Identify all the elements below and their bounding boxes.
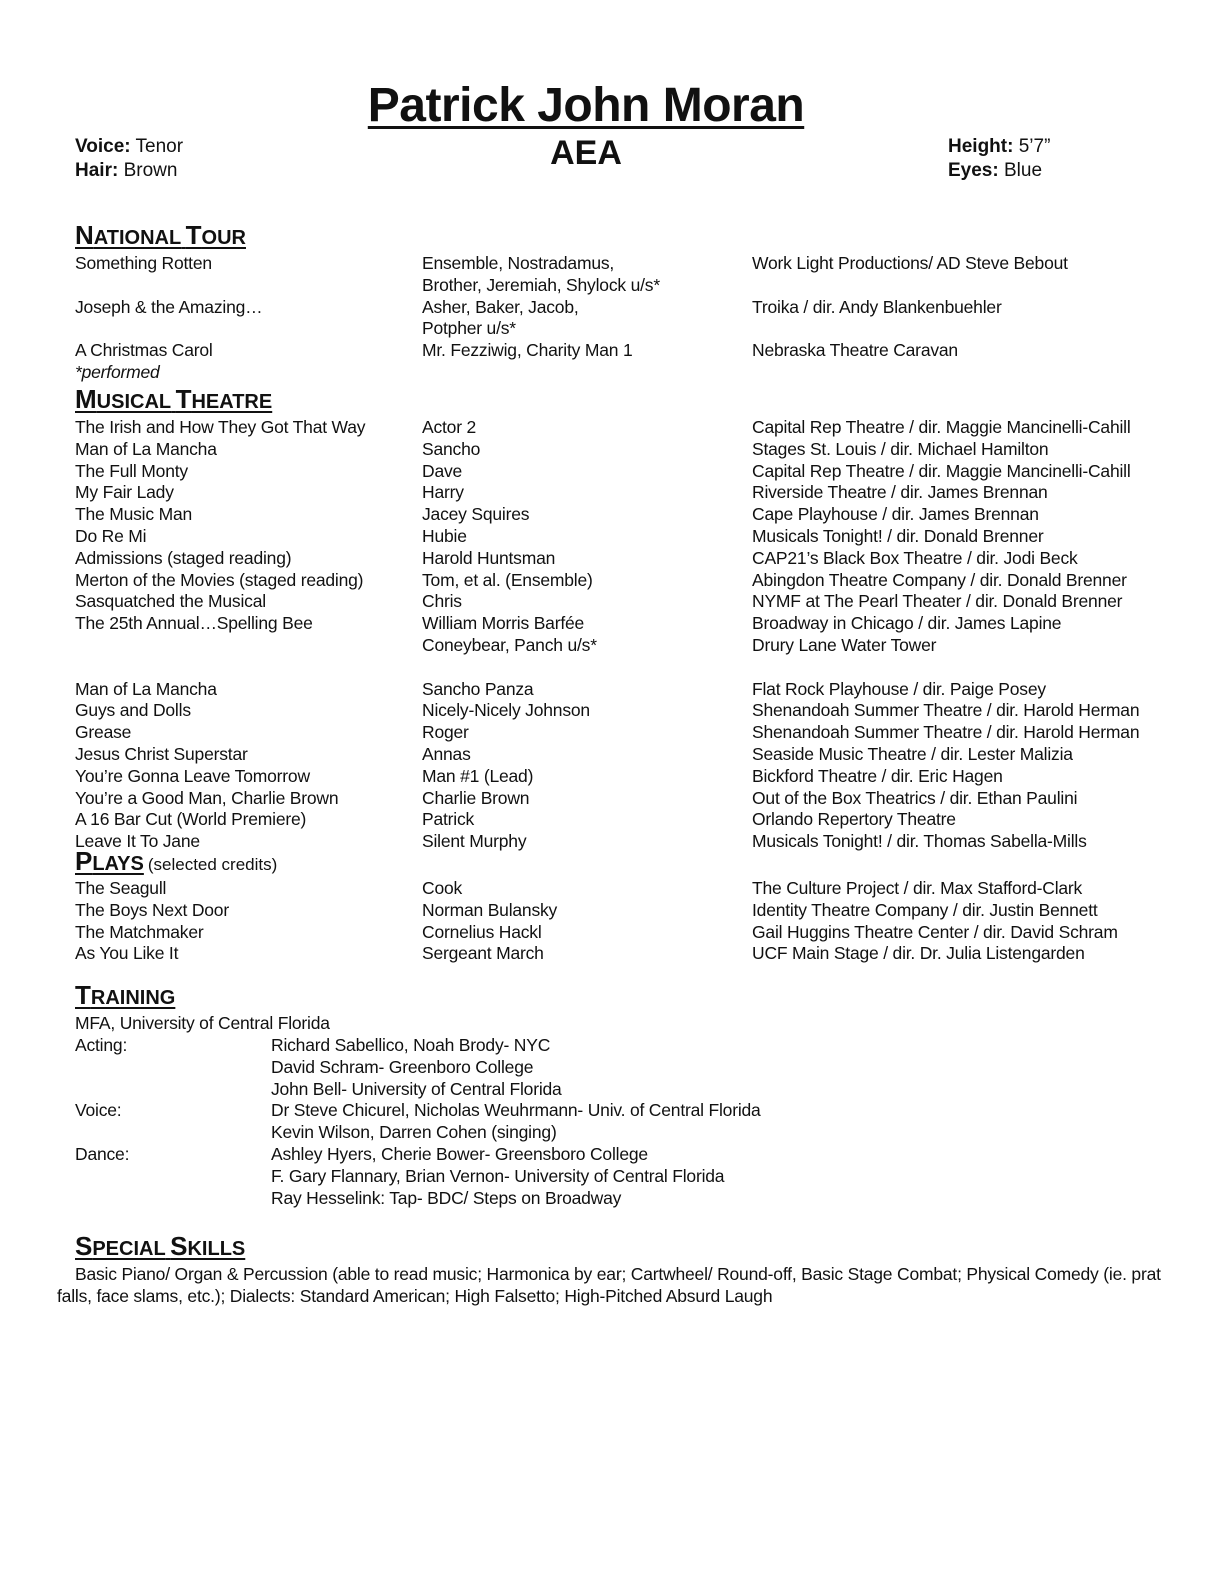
credit-row (0, 590, 1224, 612)
credit-row (0, 765, 1224, 787)
role: Patrick (422, 809, 475, 830)
training-detail: F. Gary Flannary, Brian Vernon- University of Central Florida (271, 1165, 725, 1186)
theatre-director: Cape Playhouse / dir. James Brennan (752, 504, 1039, 525)
credit-row (0, 503, 1224, 525)
height-label: Height: (948, 136, 1014, 157)
training-detail: David Schram- Greenboro College (271, 1056, 534, 1077)
role: Silent Murphy (422, 831, 527, 852)
credit-row (0, 317, 1224, 339)
theatre-director: The Culture Project / dir. Max Stafford-Clark (752, 878, 1083, 898)
credit-row (0, 612, 1224, 634)
role: Roger (422, 722, 469, 743)
show-title: The 25th Annual…Spelling Bee (75, 613, 313, 634)
role: Asher, Baker, Jacob, (422, 296, 579, 317)
training-row (0, 1165, 1224, 1187)
show-title: Jesus Christ Superstar (75, 744, 248, 764)
role: Man #1 (Lead) (422, 765, 534, 786)
national-tour-heading: NATIONAL TOUR (75, 220, 246, 250)
show-title: The Music Man (75, 504, 193, 525)
role: Annas (422, 744, 471, 764)
show-title: The Matchmaker (75, 921, 204, 942)
credit-row (0, 808, 1224, 830)
credit-row (0, 525, 1224, 547)
theatre-director: Identity Theatre Company / dir. Justin Bennett (752, 899, 1098, 920)
hair-label: Hair: (75, 160, 119, 181)
role: Chris (422, 591, 462, 612)
height-value: 5’7” (1018, 136, 1051, 157)
role: William Morris Barfée (422, 613, 585, 634)
training-row (0, 1121, 1224, 1143)
role: Sergeant March (422, 943, 544, 964)
show-title: My Fair Lady (75, 482, 174, 503)
training-detail: Richard Sabellico, Noah Brody- NYC (271, 1035, 551, 1055)
training-detail: Ashley Hyers, Cherie Bower- Greensboro College (271, 1144, 648, 1164)
credit-row (0, 721, 1224, 743)
show-title: Grease (75, 722, 132, 743)
theatre-director: Stages St. Louis / dir. Michael Hamilton (752, 438, 1049, 459)
training-label: Voice: (75, 1100, 122, 1121)
credit-row (0, 921, 1224, 943)
credit-row (0, 743, 1224, 765)
credit-row (0, 942, 1224, 964)
resume-name: Patrick John Moran (367, 79, 805, 132)
show-title: Man of La Mancha (75, 438, 217, 459)
role: Harold Huntsman (422, 547, 556, 568)
credit-row (0, 899, 1224, 921)
training-heading: TRAINING (75, 980, 176, 1010)
show-title: Leave It To Jane (75, 831, 200, 852)
training-row (0, 1187, 1224, 1209)
role: Tom, et al. (Ensemble) (422, 569, 593, 590)
training-row (0, 1143, 1224, 1165)
role: Sancho (422, 438, 481, 459)
training-row (0, 1056, 1224, 1078)
theatre-director: Bickford Theatre / dir. Eric Hagen (752, 765, 1003, 786)
role: Mr. Fezziwig, Charity Man 1 (422, 340, 633, 361)
show-title: The Irish and How They Got That Way (75, 417, 366, 437)
role: Charlie Brown (422, 787, 530, 808)
show-title: The Seagull (75, 878, 167, 898)
role: Ensemble, Nostradamus, (422, 253, 615, 273)
show-title: You’re Gonna Leave Tomorrow (75, 765, 310, 786)
special-skills-heading: SPECIAL SKILLS (75, 1231, 246, 1261)
role: Norman Bulansky (422, 899, 558, 920)
training-row (0, 1099, 1224, 1121)
training-detail: John Bell- University of Central Florida (271, 1078, 562, 1099)
national-tour-footnote: *performed (75, 362, 160, 382)
training-row (0, 1078, 1224, 1100)
credit-row (0, 877, 1224, 899)
theatre-director: Gail Huggins Theatre Center / dir. David Schram (752, 921, 1118, 942)
credit-row (0, 274, 1224, 296)
theatre-director: Riverside Theatre / dir. James Brennan (752, 482, 1048, 503)
show-title: Do Re Mi (75, 526, 147, 546)
theatre-director: NYMF at The Pearl Theater / dir. Donald Brenner (752, 591, 1123, 612)
special-skills-text: Basic Piano/ Organ & Percussion (able to read music; Harmonica by ear; Cartwheel/ Round-off, Basic Stage Combat; Physical Comedy (ie. prat falls, face slams, etc.); Dialects: Standard American; High Falsetto; High-Pitched Absurd Laugh (57, 1264, 1161, 1306)
theatre-director: Broadway in Chicago / dir. James Lapine (752, 613, 1062, 634)
role: Hubie (422, 526, 467, 546)
hair-stat (75, 159, 177, 183)
show-title: Something Rotten (75, 253, 212, 273)
credit-row (0, 678, 1224, 700)
plays-note: (selected credits) (147, 855, 278, 874)
role: Potpher u/s* (422, 318, 516, 339)
training-degree: MFA, University of Central Florida (75, 1013, 330, 1033)
theatre-director: Musicals Tonight! / dir. Thomas Sabella-Mills (752, 831, 1087, 852)
eyes-value: Blue (1003, 160, 1043, 181)
theatre-director: Shenandoah Summer Theatre / dir. Harold Herman (752, 700, 1140, 721)
theatre-director: Capital Rep Theatre / dir. Maggie Mancinelli-Cahill (752, 417, 1131, 437)
show-title: A Christmas Carol (75, 340, 213, 361)
role: Brother, Jeremiah, Shylock u/s* (422, 274, 660, 295)
theatre-director: CAP21’s Black Box Theatre / dir. Jodi Beck (752, 547, 1078, 568)
hair-value: Brown (123, 160, 178, 181)
theatre-director: Capital Rep Theatre / dir. Maggie Mancinelli-Cahill (752, 460, 1131, 481)
role: Coneybear, Panch u/s* (422, 635, 597, 655)
voice-value: Tenor (135, 136, 184, 157)
voice-stat (75, 135, 183, 159)
role: Dave (422, 460, 463, 481)
show-title: Guys and Dolls (75, 700, 191, 721)
training-label: Acting: (75, 1035, 128, 1055)
theatre-director: Shenandoah Summer Theatre / dir. Harold Herman (752, 722, 1140, 743)
credit-row (0, 699, 1224, 721)
credit-row (0, 252, 1224, 274)
credit-row (0, 438, 1224, 460)
credit-row (0, 416, 1224, 438)
show-title: The Full Monty (75, 460, 188, 481)
show-title: Joseph & the Amazing… (75, 296, 263, 317)
credit-row (0, 481, 1224, 503)
training-detail: Kevin Wilson, Darren Cohen (singing) (271, 1122, 557, 1143)
show-title: You’re a Good Man, Charlie Brown (75, 787, 339, 808)
role: Cornelius Hackl (422, 921, 542, 942)
eyes-stat (948, 159, 1042, 183)
height-stat (948, 135, 1050, 159)
role: Harry (422, 482, 464, 503)
theatre-director: Flat Rock Playhouse / dir. Paige Posey (752, 678, 1046, 699)
credit-row (0, 634, 1224, 656)
training-detail: Dr Steve Chicurel, Nicholas Weuhrmann- Univ. of Central Florida (271, 1100, 761, 1121)
credit-row (0, 787, 1224, 809)
theatre-director: Drury Lane Water Tower (752, 635, 937, 655)
show-title: A 16 Bar Cut (World Premiere) (75, 809, 307, 830)
show-title: Man of La Mancha (75, 678, 217, 699)
eyes-label: Eyes: (948, 160, 999, 181)
theatre-director: Troika / dir. Andy Blankenbuehler (752, 296, 1002, 317)
theatre-director: Out of the Box Theatrics / dir. Ethan Paulini (752, 787, 1078, 808)
theatre-director: Orlando Repertory Theatre (752, 809, 956, 830)
theatre-director: Seaside Music Theatre / dir. Lester Malizia (752, 744, 1073, 764)
theatre-director: Nebraska Theatre Caravan (752, 340, 958, 361)
show-title: Sasquatched the Musical (75, 591, 266, 612)
credit-row (0, 296, 1224, 318)
theatre-director: Work Light Productions/ AD Steve Bebout (752, 253, 1068, 273)
credit-row (0, 547, 1224, 569)
theatre-director: Abingdon Theatre Company / dir. Donald Brenner (752, 569, 1127, 590)
credit-row (0, 339, 1224, 361)
training-label: Dance: (75, 1144, 130, 1164)
training-detail: Ray Hesselink: Tap- BDC/ Steps on Broadway (271, 1187, 622, 1208)
musical-theatre-heading: MUSICAL THEATRE (75, 384, 273, 414)
training-row (0, 1034, 1224, 1056)
show-title: As You Like It (75, 943, 179, 964)
role: Actor 2 (422, 417, 477, 437)
show-title: Merton of the Movies (staged reading) (75, 569, 364, 590)
show-title: Admissions (staged reading) (75, 547, 292, 568)
role: Sancho Panza (422, 678, 534, 699)
role: Jacey Squires (422, 504, 530, 525)
credit-row (0, 569, 1224, 591)
theatre-director: Musicals Tonight! / dir. Donald Brenner (752, 526, 1044, 546)
role: Cook (422, 878, 463, 898)
show-title: The Boys Next Door (75, 899, 229, 920)
voice-label: Voice: (75, 136, 131, 157)
credit-row (0, 460, 1224, 482)
union-affiliation: AEA (550, 134, 622, 172)
role: Nicely-Nicely Johnson (422, 700, 590, 721)
plays-heading: PLAYS (selected credits) (75, 846, 278, 876)
credit-row (0, 830, 1224, 852)
theatre-director: UCF Main Stage / dir. Dr. Julia Listengarden (752, 943, 1085, 964)
